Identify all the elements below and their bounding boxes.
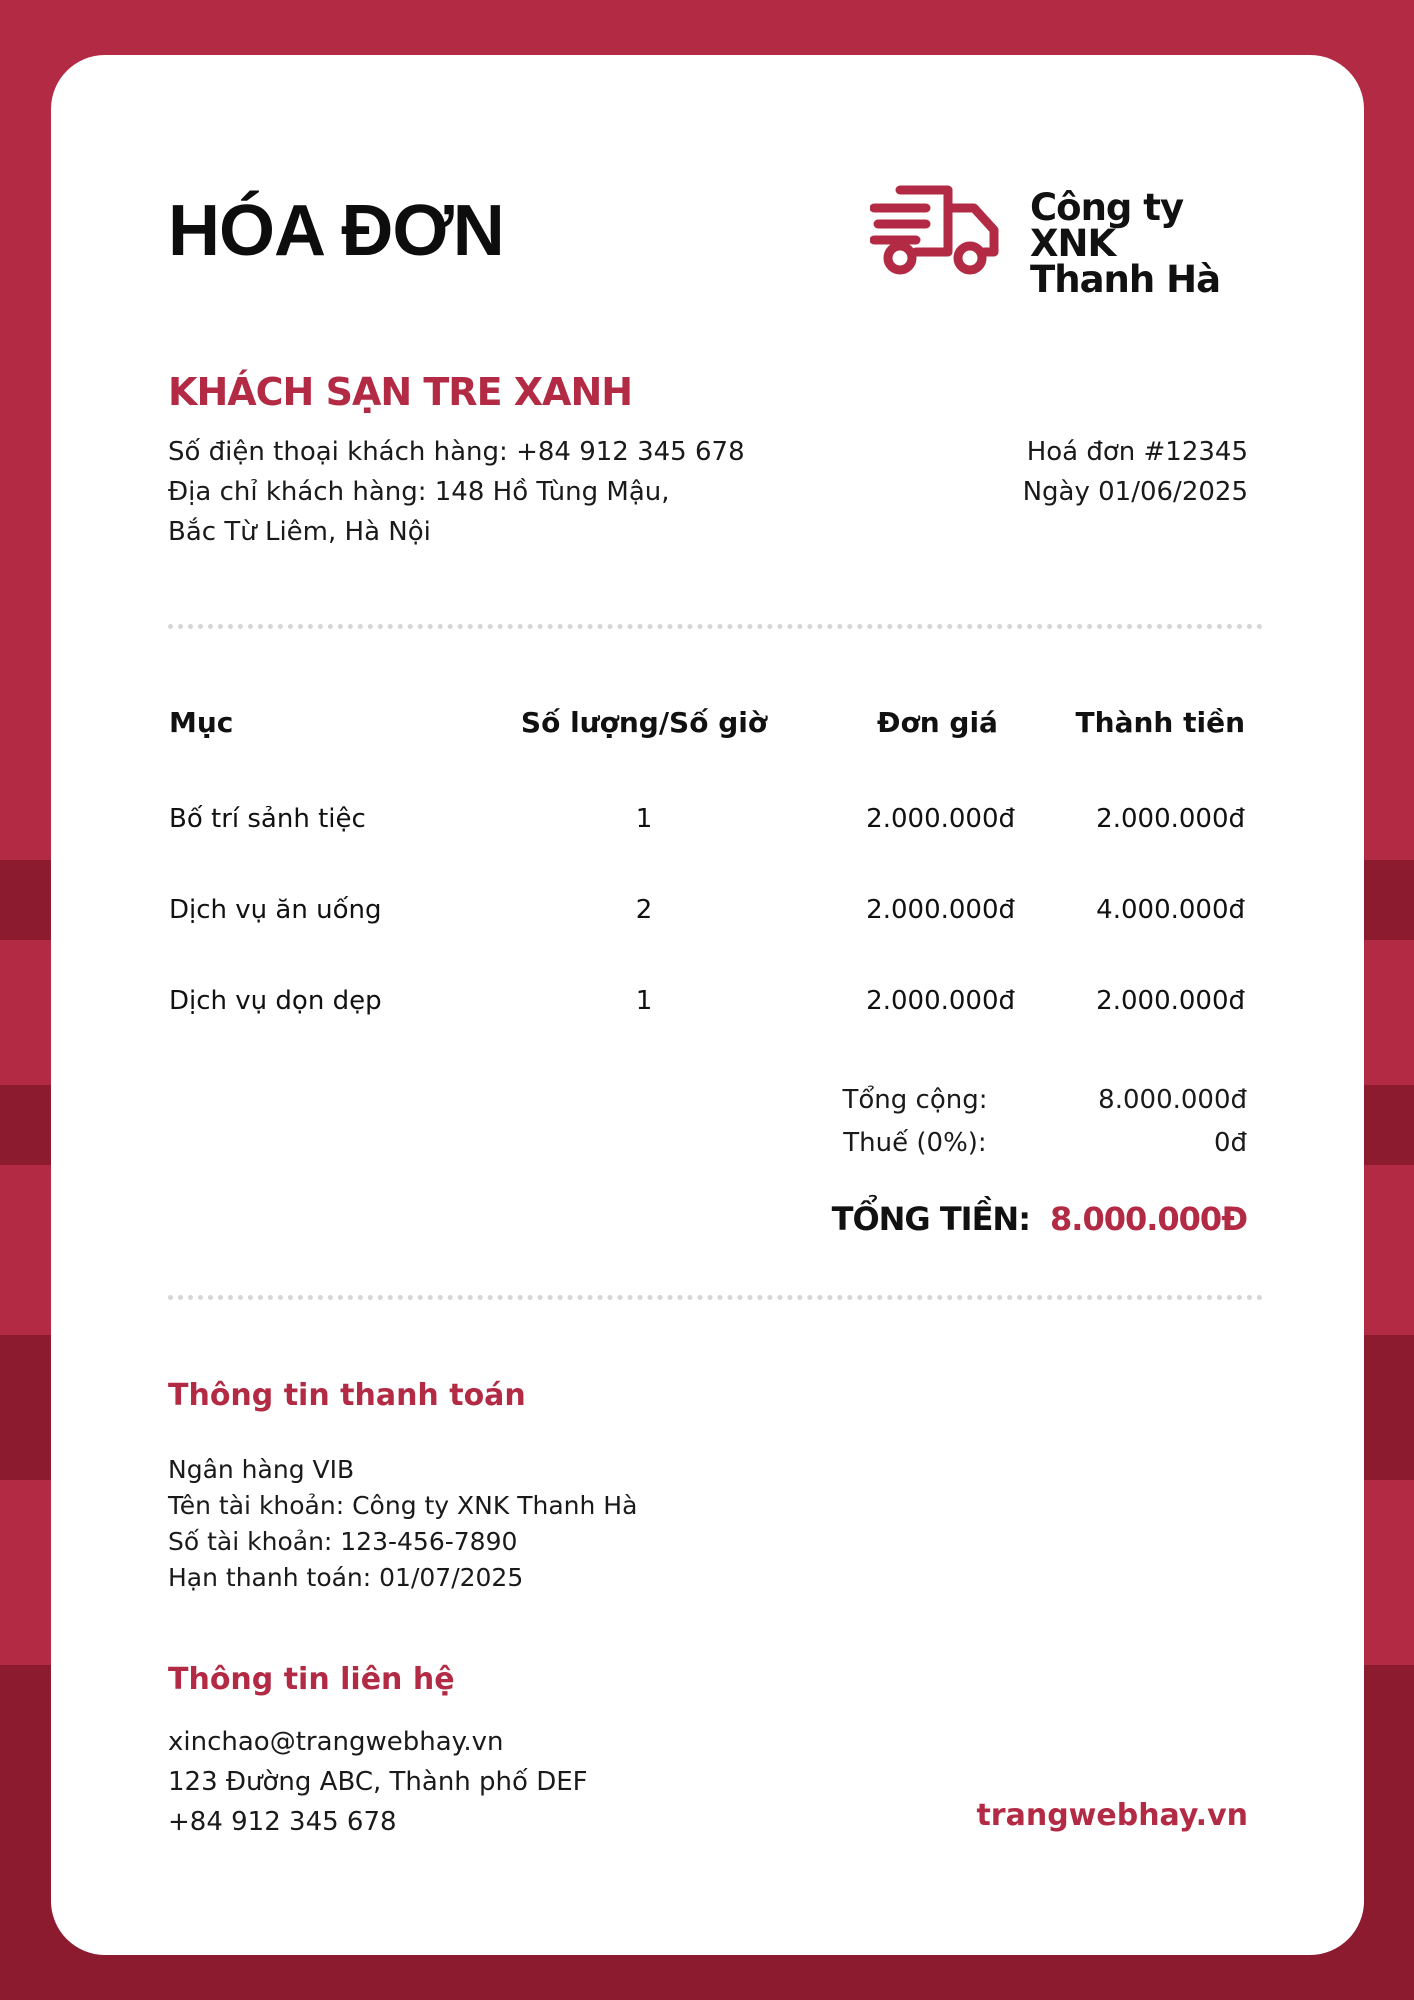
row-amount: 4.000.000đ xyxy=(1096,895,1245,925)
divider xyxy=(168,1295,1263,1300)
invoice-date: Ngày 01/06/2025 xyxy=(1022,477,1248,507)
column-header-unit-price: Đơn giá xyxy=(877,706,998,739)
divider xyxy=(168,624,1263,629)
client-address-line: Bắc Từ Liêm, Hà Nội xyxy=(168,517,431,547)
payment-details xyxy=(168,1452,637,1596)
column-header-quantity: Số lượng/Số giờ xyxy=(520,706,768,739)
payment-due-date: Hạn thanh toán: 01/07/2025 xyxy=(168,1563,524,1592)
client-address-line: Địa chỉ khách hàng: 148 Hồ Tùng Mậu, xyxy=(168,477,670,507)
grand-total-value: 8.000.000Đ xyxy=(1050,1200,1247,1238)
client-details xyxy=(168,432,745,552)
invoice-number: Hoá đơn #12345 xyxy=(1026,437,1248,467)
contact-address: 123 Đường ABC, Thành phố DEF xyxy=(168,1767,588,1797)
delivery-truck-icon xyxy=(870,182,1002,278)
tax-label: Thuế (0%): xyxy=(843,1128,987,1158)
row-unit-price: 2.000.000đ xyxy=(866,804,1015,834)
row-unit-price: 2.000.000đ xyxy=(866,895,1015,925)
row-item: Dịch vụ ăn uống xyxy=(169,895,382,925)
invoice-title: HÓA ĐƠN xyxy=(168,191,504,271)
column-header-item: Mục xyxy=(169,706,234,739)
website-link[interactable]: trangwebhay.vn xyxy=(976,1798,1248,1833)
tax-value: 0đ xyxy=(1213,1128,1247,1158)
contact-email[interactable]: xinchao@trangwebhay.vn xyxy=(168,1727,504,1757)
contact-details xyxy=(168,1722,588,1842)
client-phone: Số điện thoại khách hàng: +84 912 345 678 xyxy=(168,437,745,467)
subtotal-value: 8.000.000đ xyxy=(1098,1085,1247,1115)
company-name-line: Thanh Hà xyxy=(1030,258,1221,301)
invoice-meta xyxy=(1023,432,1248,512)
row-quantity: 2 xyxy=(635,895,653,925)
client-name: KHÁCH SẠN TRE XANH xyxy=(168,370,633,414)
payment-account-name: Tên tài khoản: Công ty XNK Thanh Hà xyxy=(168,1491,638,1520)
subtotal-label: Tổng cộng: xyxy=(842,1085,988,1115)
company-name xyxy=(1030,186,1260,301)
payment-bank: Ngân hàng VIB xyxy=(168,1455,355,1484)
row-quantity: 1 xyxy=(635,986,653,1016)
row-quantity: 1 xyxy=(635,804,653,834)
row-amount: 2.000.000đ xyxy=(1096,986,1245,1016)
contact-phone: +84 912 345 678 xyxy=(168,1807,397,1837)
payment-section-title: Thông tin thanh toán xyxy=(168,1378,526,1413)
row-unit-price: 2.000.000đ xyxy=(866,986,1015,1016)
grand-total-label: TỔNG TIỀN: xyxy=(831,1200,1030,1238)
payment-account-number: Số tài khoản: 123-456-7890 xyxy=(168,1527,518,1556)
contact-section-title: Thông tin liên hệ xyxy=(168,1662,455,1697)
row-item: Dịch vụ dọn dẹp xyxy=(169,986,382,1016)
company-name-line: Công ty XNK xyxy=(1030,186,1184,265)
column-header-amount: Thành tiền xyxy=(1075,706,1245,739)
row-item: Bố trí sảnh tiệc xyxy=(169,804,366,834)
row-amount: 2.000.000đ xyxy=(1096,804,1245,834)
